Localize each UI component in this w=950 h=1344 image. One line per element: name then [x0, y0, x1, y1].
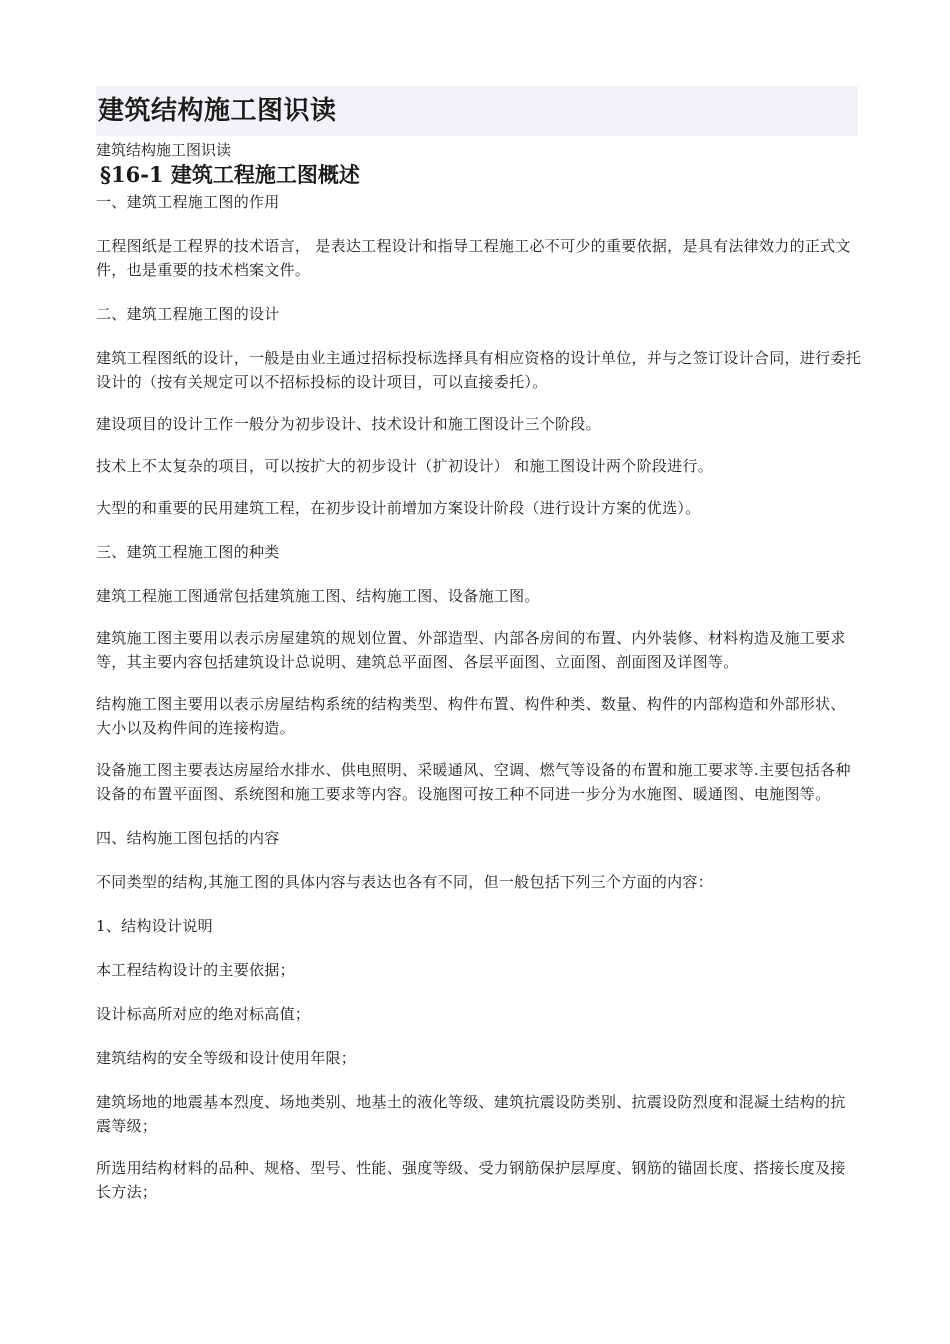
list-item: 本工程结构设计的主要依据； [96, 961, 295, 979]
paragraph: 不同类型的结构,其施工图的具体内容与表达也各有不同，但一般包括下列三个方面的内容： [96, 873, 714, 891]
document-title: 建筑结构施工图识读 [98, 96, 337, 126]
heading-purpose: 一、建筑工程施工图的作用 [96, 193, 280, 211]
list-item: 设计标高所对应的绝对标高值； [96, 1005, 311, 1023]
list-item: 建筑结构的安全等级和设计使用年限； [96, 1049, 357, 1067]
paragraph: 建筑工程施工图通常包括建筑施工图、结构施工图、设备施工图。 [96, 587, 540, 605]
paragraph: 设备施工图主要表达房屋给水排水、供电照明、采暖通风、空调、燃气等设备的布置和施工要求等.主要包括各种设备的布置平面图、系统图和施工要求等内容。设施图可按工种不同进一步分为水施图、暖通图、电施图等。 [96, 761, 851, 803]
paragraph: 建筑施工图主要用以表示房屋建筑的规划位置、外部造型、内部各房间的布置、内外装修、材料构造及施工要求等，其主要内容包括建筑设计总说明、建筑总平面图、各层平面图、立面图、剖面图及详图等。 [96, 629, 846, 671]
list-item: 所选用结构材料的品种、规格、型号、性能、强度等级、受力钢筋保护层厚度、钢筋的锚固长度、搭接长度及接长方法； [96, 1159, 846, 1201]
heading-types: 三、建筑工程施工图的种类 [96, 543, 280, 561]
heading-design: 二、建筑工程施工图的设计 [96, 305, 280, 323]
title-bar [96, 86, 858, 136]
document-page [96, 86, 862, 1204]
paragraph: 建设项目的设计工作一般分为初步设计、技术设计和施工图设计三个阶段。 [96, 415, 601, 433]
paragraph: 结构施工图主要用以表示房屋结构系统的结构类型、构件布置、构件种类、数量、构件的内部构造和外部形状、大小以及构件间的连接构造。 [96, 695, 846, 737]
paragraph: 建筑工程图纸的设计，一般是由业主通过招标投标选择具有相应资格的设计单位，并与之签订设计合同，进行委托设计的（按有关规定可以不招标投标的设计项目，可以直接委托）。 [96, 349, 862, 391]
section-heading: §16-1 建筑工程施工图概述 [100, 162, 360, 187]
paragraph: 技术上不太复杂的项目，可以按扩大的初步设计（扩初设计） 和施工图设计两个阶段进行。 [96, 457, 714, 475]
paragraph: 大型的和重要的民用建筑工程，在初步设计前增加方案设计阶段（进行设计方案的优选）。 [96, 499, 701, 517]
paragraph: 工程图纸是工程界的技术语言， 是表达工程设计和指导工程施工必不可少的重要依据，是具有法律效力的正式文件，也是重要的技术档案文件。 [96, 237, 851, 279]
list-item: 建筑场地的地震基本烈度、场地类别、地基土的液化等级、建筑抗震设防类别、抗震设防烈度和混凝土结构的抗震等级； [96, 1093, 846, 1135]
heading-contents: 四、结构施工图包括的内容 [96, 829, 280, 847]
document-subtitle: 建筑结构施工图识读 [96, 141, 232, 159]
list-heading: 1、结构设计说明 [96, 917, 213, 935]
